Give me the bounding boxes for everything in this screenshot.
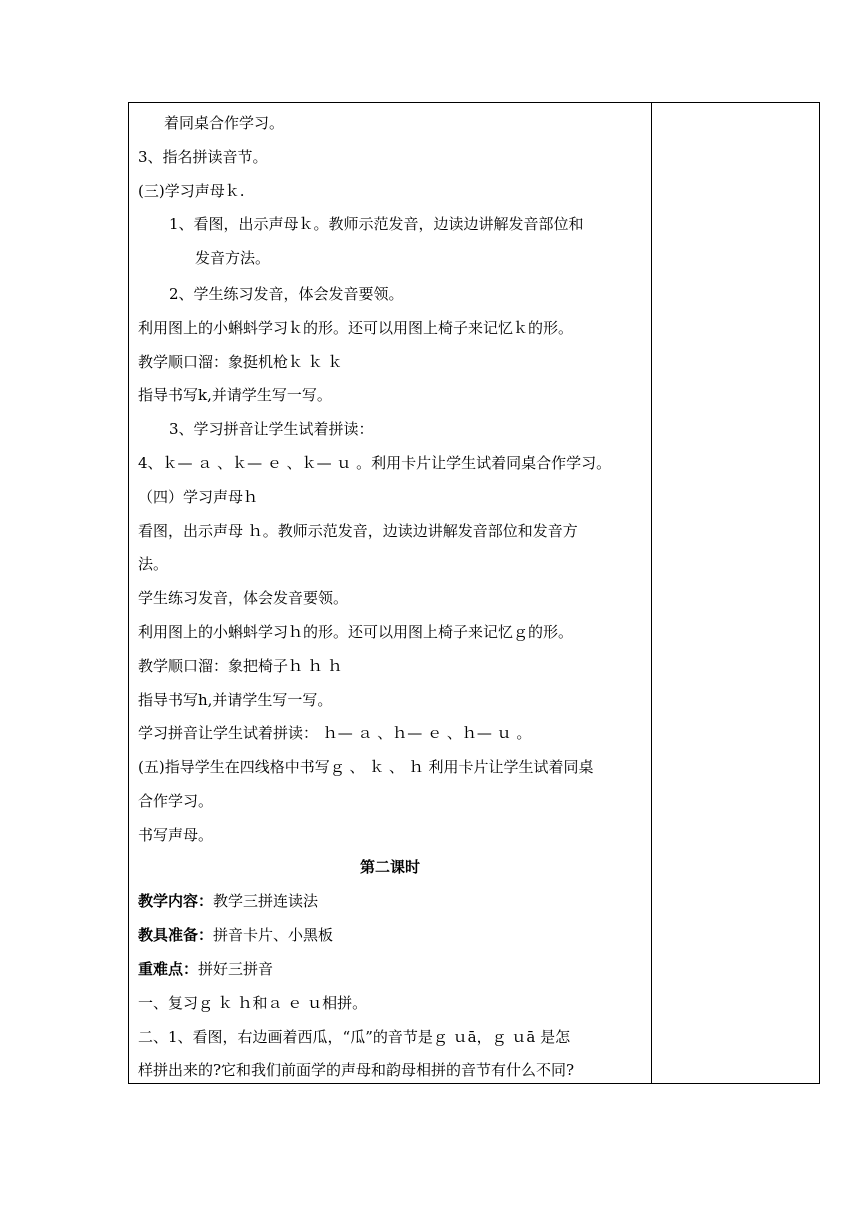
tools-label: 教具准备： bbox=[138, 926, 214, 944]
text-line: 合作学习。 bbox=[138, 792, 214, 810]
tools-row bbox=[138, 925, 333, 945]
section-heading: (五)指导学生在四线格中书写ｇ 、 ｋ 、 ｈ 利用卡片让学生试着同桌 bbox=[138, 758, 594, 776]
text-line: 发音方法。 bbox=[195, 249, 271, 267]
key-points-row bbox=[138, 959, 273, 979]
key-points-value: 拼好三拼音 bbox=[198, 960, 274, 978]
text-line: 指导书写k,并请学生写一写。 bbox=[138, 386, 332, 404]
text-line: 指导书写h,并请学生写一写。 bbox=[138, 691, 333, 709]
text-line: 着同桌合作学习。 bbox=[164, 114, 285, 132]
text-line: 二、1、看图，右边画着西瓜，“瓜”的音节是ｇ ｕā，ｇ ｕā 是怎 bbox=[138, 1028, 571, 1046]
content-value: 教学三拼连读法 bbox=[213, 892, 319, 910]
section-heading: （四）学习声母ｈ bbox=[138, 488, 259, 506]
text-line: 书写声母。 bbox=[138, 826, 214, 844]
text-line: 法。 bbox=[138, 555, 169, 573]
text-line: 4、ｋ— ａ 、ｋ— ｅ 、ｋ— ｕ 。利用卡片让学生试着同桌合作学习。 bbox=[138, 454, 612, 472]
text-line: 1、看图，出示声母ｋ。教师示范发音，边读边讲解发音部位和 bbox=[169, 215, 584, 233]
text-line: 3、指名拼读音节。 bbox=[138, 148, 268, 166]
content-label: 教学内容： bbox=[138, 892, 214, 910]
content-row bbox=[138, 891, 318, 911]
text-line: 利用图上的小蝌蚪学习ｈ的形。还可以用图上椅子来记忆ｇ的形。 bbox=[138, 623, 574, 641]
section-heading: (三)学习声母ｋ. bbox=[138, 182, 245, 200]
notes-cell bbox=[652, 103, 819, 1083]
text-line: 一、复习ｇ ｋ ｈ和ａ ｅ ｕ相拼。 bbox=[138, 994, 368, 1012]
text-line: 利用图上的小蝌蚪学习ｋ的形。还可以用图上椅子来记忆ｋ的形。 bbox=[138, 319, 574, 337]
text-line: 学习拼音让学生试着拼读： ｈ— ａ 、ｈ— ｅ 、ｈ— ｕ 。 bbox=[138, 724, 532, 742]
text-line: 学生练习发音，体会发音要领。 bbox=[138, 589, 349, 607]
text-line: 看图，出示声母 ｈ。教师示范发音，边读边讲解发音部位和发音方 bbox=[138, 522, 578, 540]
tools-value: 拼音卡片、小黑板 bbox=[213, 926, 334, 944]
text-line: 2、学生练习发音，体会发音要领。 bbox=[169, 285, 404, 303]
lesson-content-cell bbox=[129, 103, 651, 1083]
text-line: 教学顺口溜：象把椅子ｈ ｈ ｈ bbox=[138, 657, 343, 675]
lesson-heading: 第二课时 bbox=[359, 858, 420, 876]
text-line: 样拼出来的?它和我们前面学的声母和韵母相拼的音节有什么不同? bbox=[138, 1061, 575, 1079]
text-line: 教学顺口溜：象挺机枪ｋ ｋ ｋ bbox=[138, 353, 343, 371]
text-line: 3、学习拼音让学生试着拼读： bbox=[169, 420, 374, 438]
key-points-label: 重难点： bbox=[138, 960, 199, 978]
lesson-table bbox=[128, 102, 820, 1084]
